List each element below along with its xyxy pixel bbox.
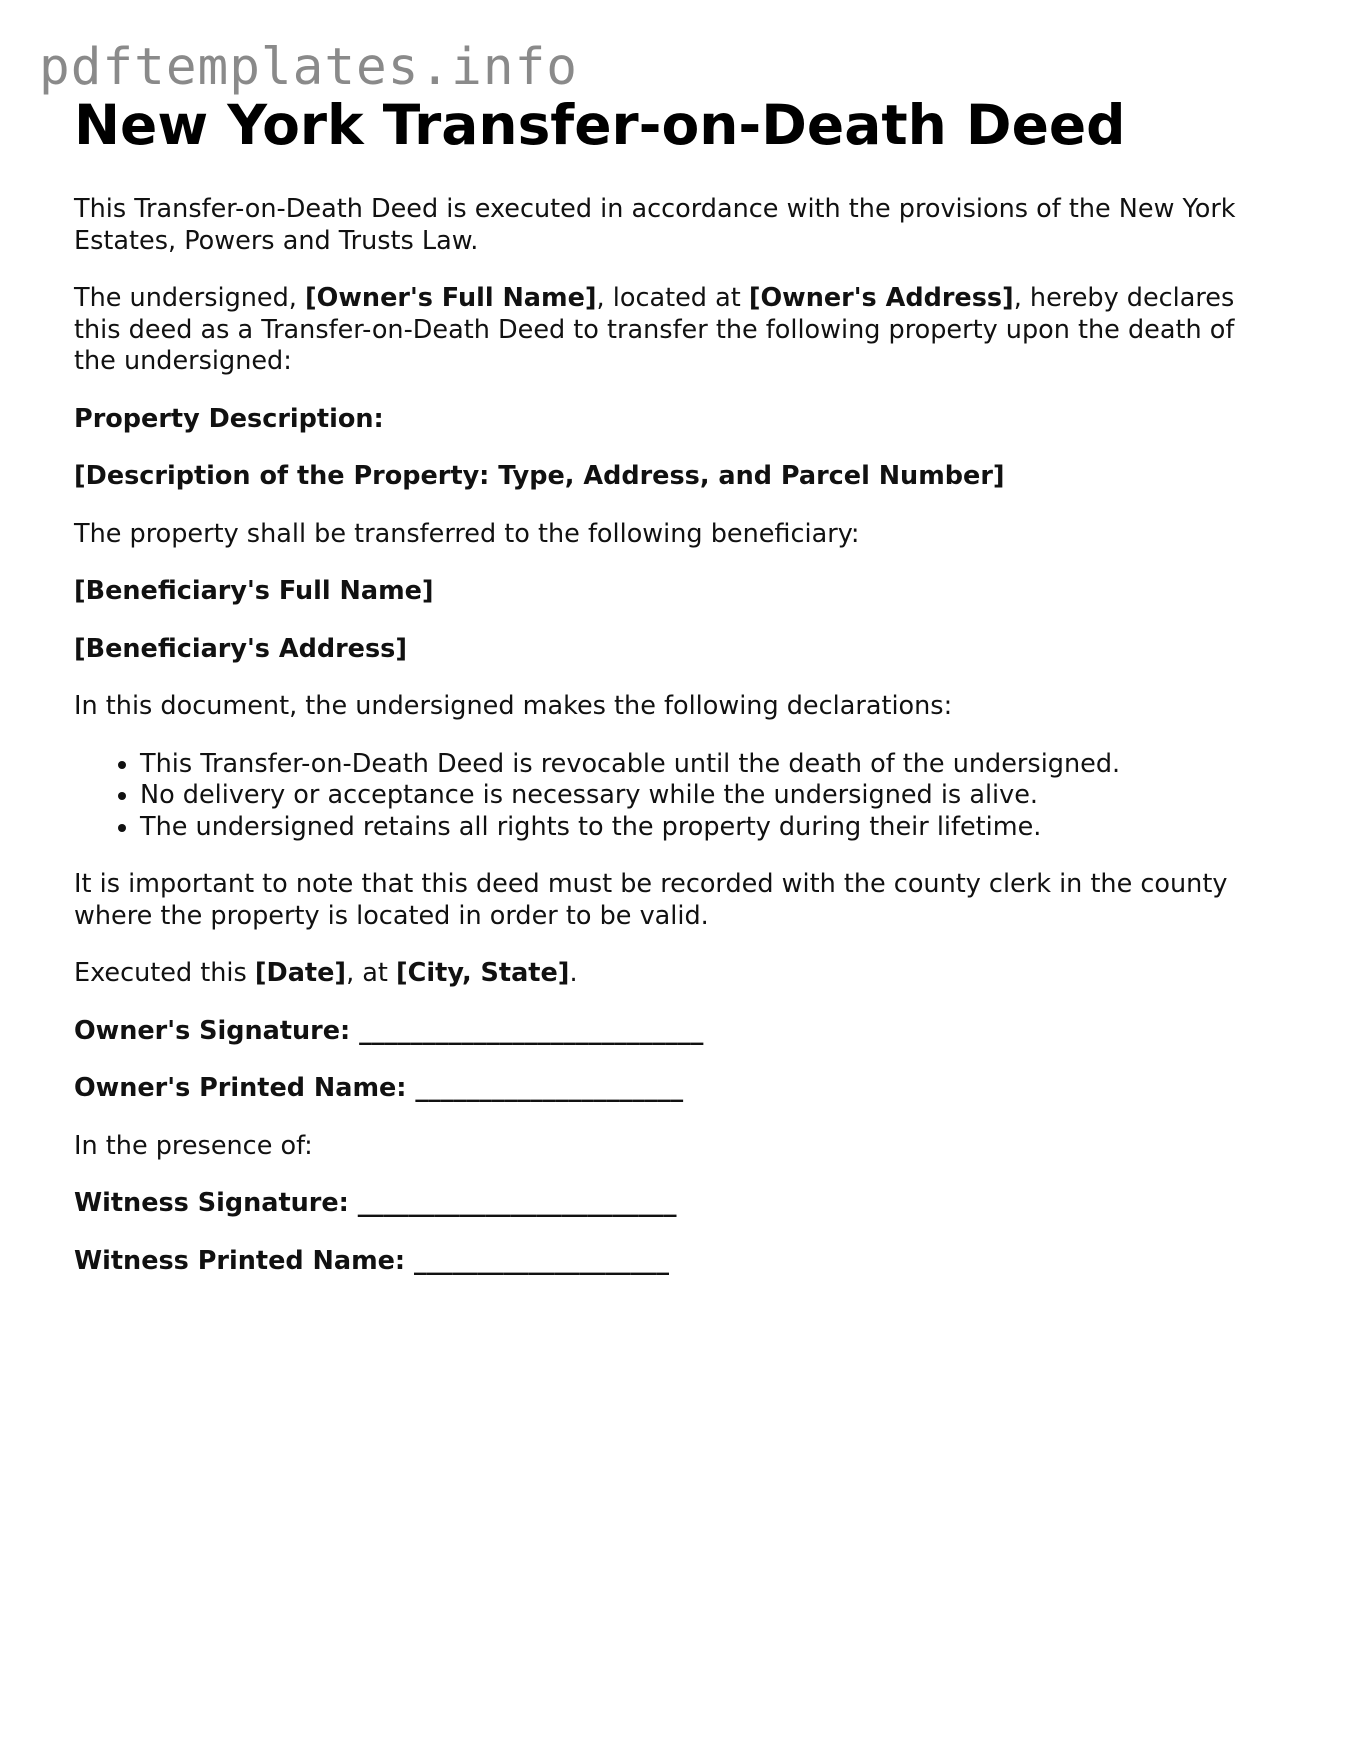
- owner-name-placeholder: [Owner's Full Name]: [305, 283, 597, 313]
- owner-signature-line: Owner's Signature: ___________________________: [74, 1015, 704, 1046]
- page-title: New York Transfer-on-Death Deed: [74, 93, 1126, 157]
- list-item: • The undersigned retains all rights to the property during their lifetime.: [140, 812, 1274, 844]
- beneficiary-name-placeholder: [Beneficiary's Full Name]: [74, 576, 434, 606]
- declaration-paragraph: [74, 283, 1274, 378]
- date-placeholder: [Date]: [254, 958, 347, 988]
- owner-printed-name-line: Owner's Printed Name: _____________________: [74, 1073, 684, 1103]
- beneficiary-address-placeholder: [Beneficiary's Address]: [74, 633, 407, 664]
- executed-line: [74, 958, 1274, 990]
- witness-signature-line: Witness Signature: _________________________: [74, 1188, 677, 1218]
- city-state-placeholder: [City, State]: [396, 958, 570, 988]
- declarations-intro: In this document, the undersigned makes the following declarations:: [74, 691, 953, 721]
- declaration-text-2: , located at: [596, 283, 749, 313]
- owner-address-placeholder: [Owner's Address]: [748, 283, 1014, 313]
- executed-text-2: , at: [346, 958, 397, 988]
- property-description-placeholder: [Description of the Property: Type, Address, and Parcel Number]: [74, 461, 1005, 491]
- executed-text-1: Executed this: [74, 958, 255, 988]
- watermark-logo: pdftemplates.info: [39, 38, 578, 97]
- declaration-text-1: The undersigned,: [74, 283, 306, 313]
- recording-note: It is important to note that this deed must be recorded with the county clerk in the county where the property is located in order to be valid.: [74, 869, 1228, 931]
- declaration-text-3: , hereby declares this deed as a Transfer-on-Death Deed to transfer the following property upon the death of the undersigned:: [74, 283, 1235, 376]
- list-item: • No delivery or acceptance is necessary while the undersigned is alive.: [140, 780, 1274, 812]
- property-heading: Property Description:: [74, 403, 384, 434]
- beneficiary-intro: The property shall be transferred to the following beneficiary:: [74, 518, 860, 549]
- presence-line: In the presence of:: [74, 1130, 313, 1161]
- executed-text-3: .: [569, 958, 578, 988]
- document-page: [74, 92, 1274, 1303]
- intro-paragraph: This Transfer-on-Death Deed is executed in accordance with the provisions of the New York Estates, Powers and Trusts Law.: [74, 194, 1236, 256]
- declarations-list: [74, 749, 1274, 844]
- witness-printed-name-line: Witness Printed Name: ____________________: [74, 1245, 670, 1276]
- list-item: • This Transfer-on-Death Deed is revocable until the death of the undersigned.: [140, 749, 1274, 781]
